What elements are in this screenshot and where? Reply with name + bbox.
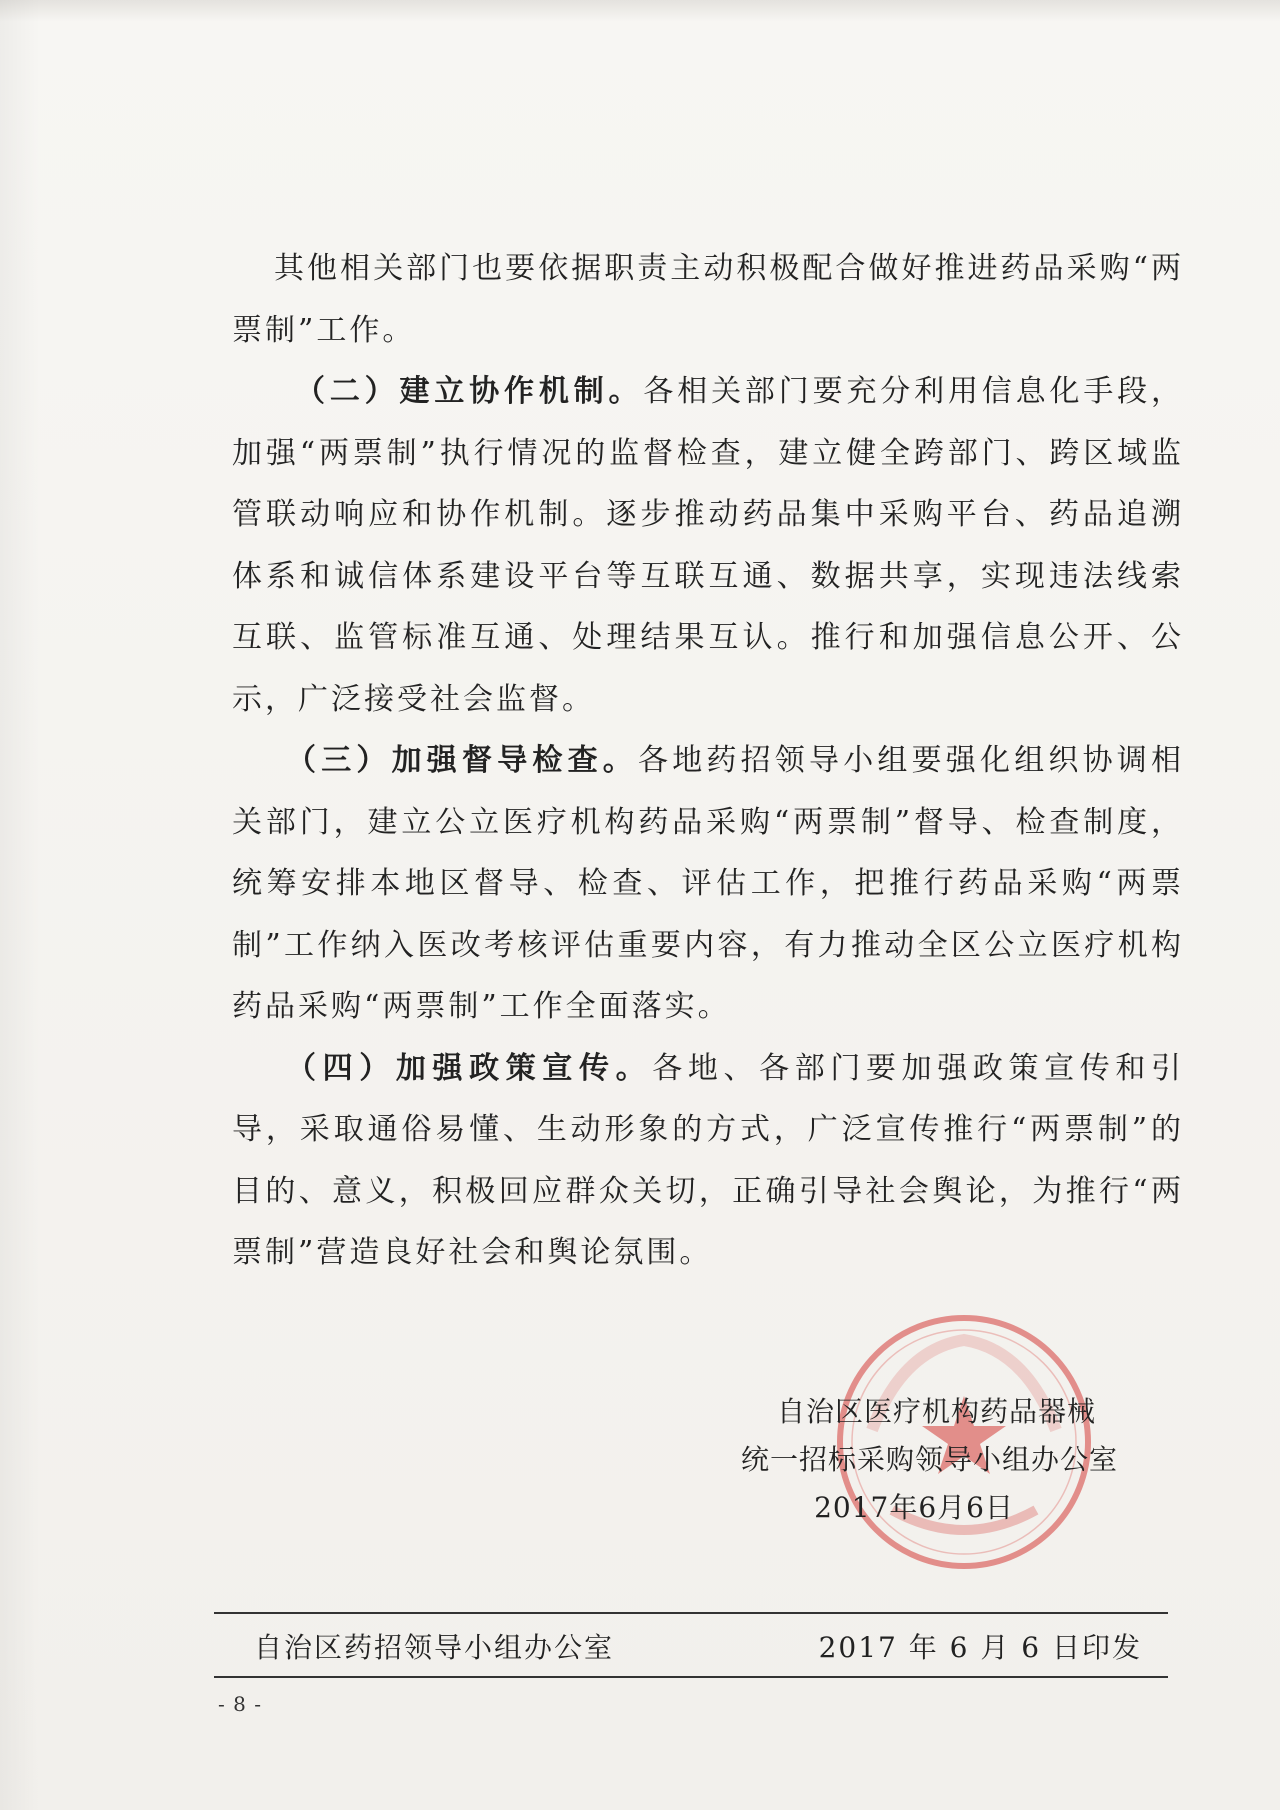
page-number: - 8 - [218, 1692, 262, 1716]
paragraph-2-text: 各相关部门要充分利用信息化手段，加强“两票制”执行情况的监督检查，建立健全跨部门、跨区域监管联动响应和协作机制。逐步推动药品集中采购平台、药品追溯体系和诚信体系建设平台等互联互通、数据共享，实现违法线索互联、监管标准互通、处理结果互认。推行和加强信息公开、公示，广泛接受社会监督。 [232, 374, 1185, 717]
footer-issuer: 自治区药招领导小组办公室 [254, 1631, 615, 1664]
paragraph-1-text: 其他相关部门也要依据职责主动积极配合做好推进药品采购“两票制”工作。 [232, 251, 1184, 348]
paragraph-4 [232, 1038, 1184, 1284]
signature-line-1: 自治区医疗机构药品器械 [776, 1395, 1096, 1428]
paragraph-4-heading: （四）加强政策宣传。 [286, 1050, 653, 1086]
paragraph-2 [232, 361, 1184, 730]
footer-issue-date: 2017 年 6 月 6 日印发 [818, 1631, 1142, 1664]
scan-top-edge [0, 0, 1280, 22]
scan-left-shadow [0, 0, 40, 1810]
paragraph-2-heading: （二）建立协作机制。 [295, 374, 644, 409]
paragraph-3-text: 各地药招领导小组要强化组织协调相关部门，建立公立医疗机构药品采购“两票制”督导、检查制度，统筹安排本地区督导、检查、评估工作，把推行药品采购“两票制”工作纳入医改考核评估重要内容，有力推动全区公立医疗机构药品采购“两票制”工作全面落实。 [232, 743, 1184, 1024]
document-body [232, 238, 1184, 1284]
paragraph-3 [232, 730, 1184, 1038]
paragraph-3-heading: （三）加强督导检查。 [286, 743, 638, 778]
paragraph-4-text: 各地、各部门要加强政策宣传和引导，采取通俗易懂、生动形象的方式，广泛宣传推行“两票制”的目的、意义，积极回应群众关切，正确引导社会舆论，为推行“两票制”营造良好社会和舆论氛围。 [232, 1050, 1184, 1270]
signature-block [740, 1388, 1118, 1532]
paragraph-1 [232, 238, 1184, 361]
signature-line-2: 统一招标采购领导小组办公室 [740, 1443, 1118, 1476]
signature-date: 2017年6月6日 [814, 1491, 1014, 1524]
issuance-footer [214, 1612, 1168, 1678]
